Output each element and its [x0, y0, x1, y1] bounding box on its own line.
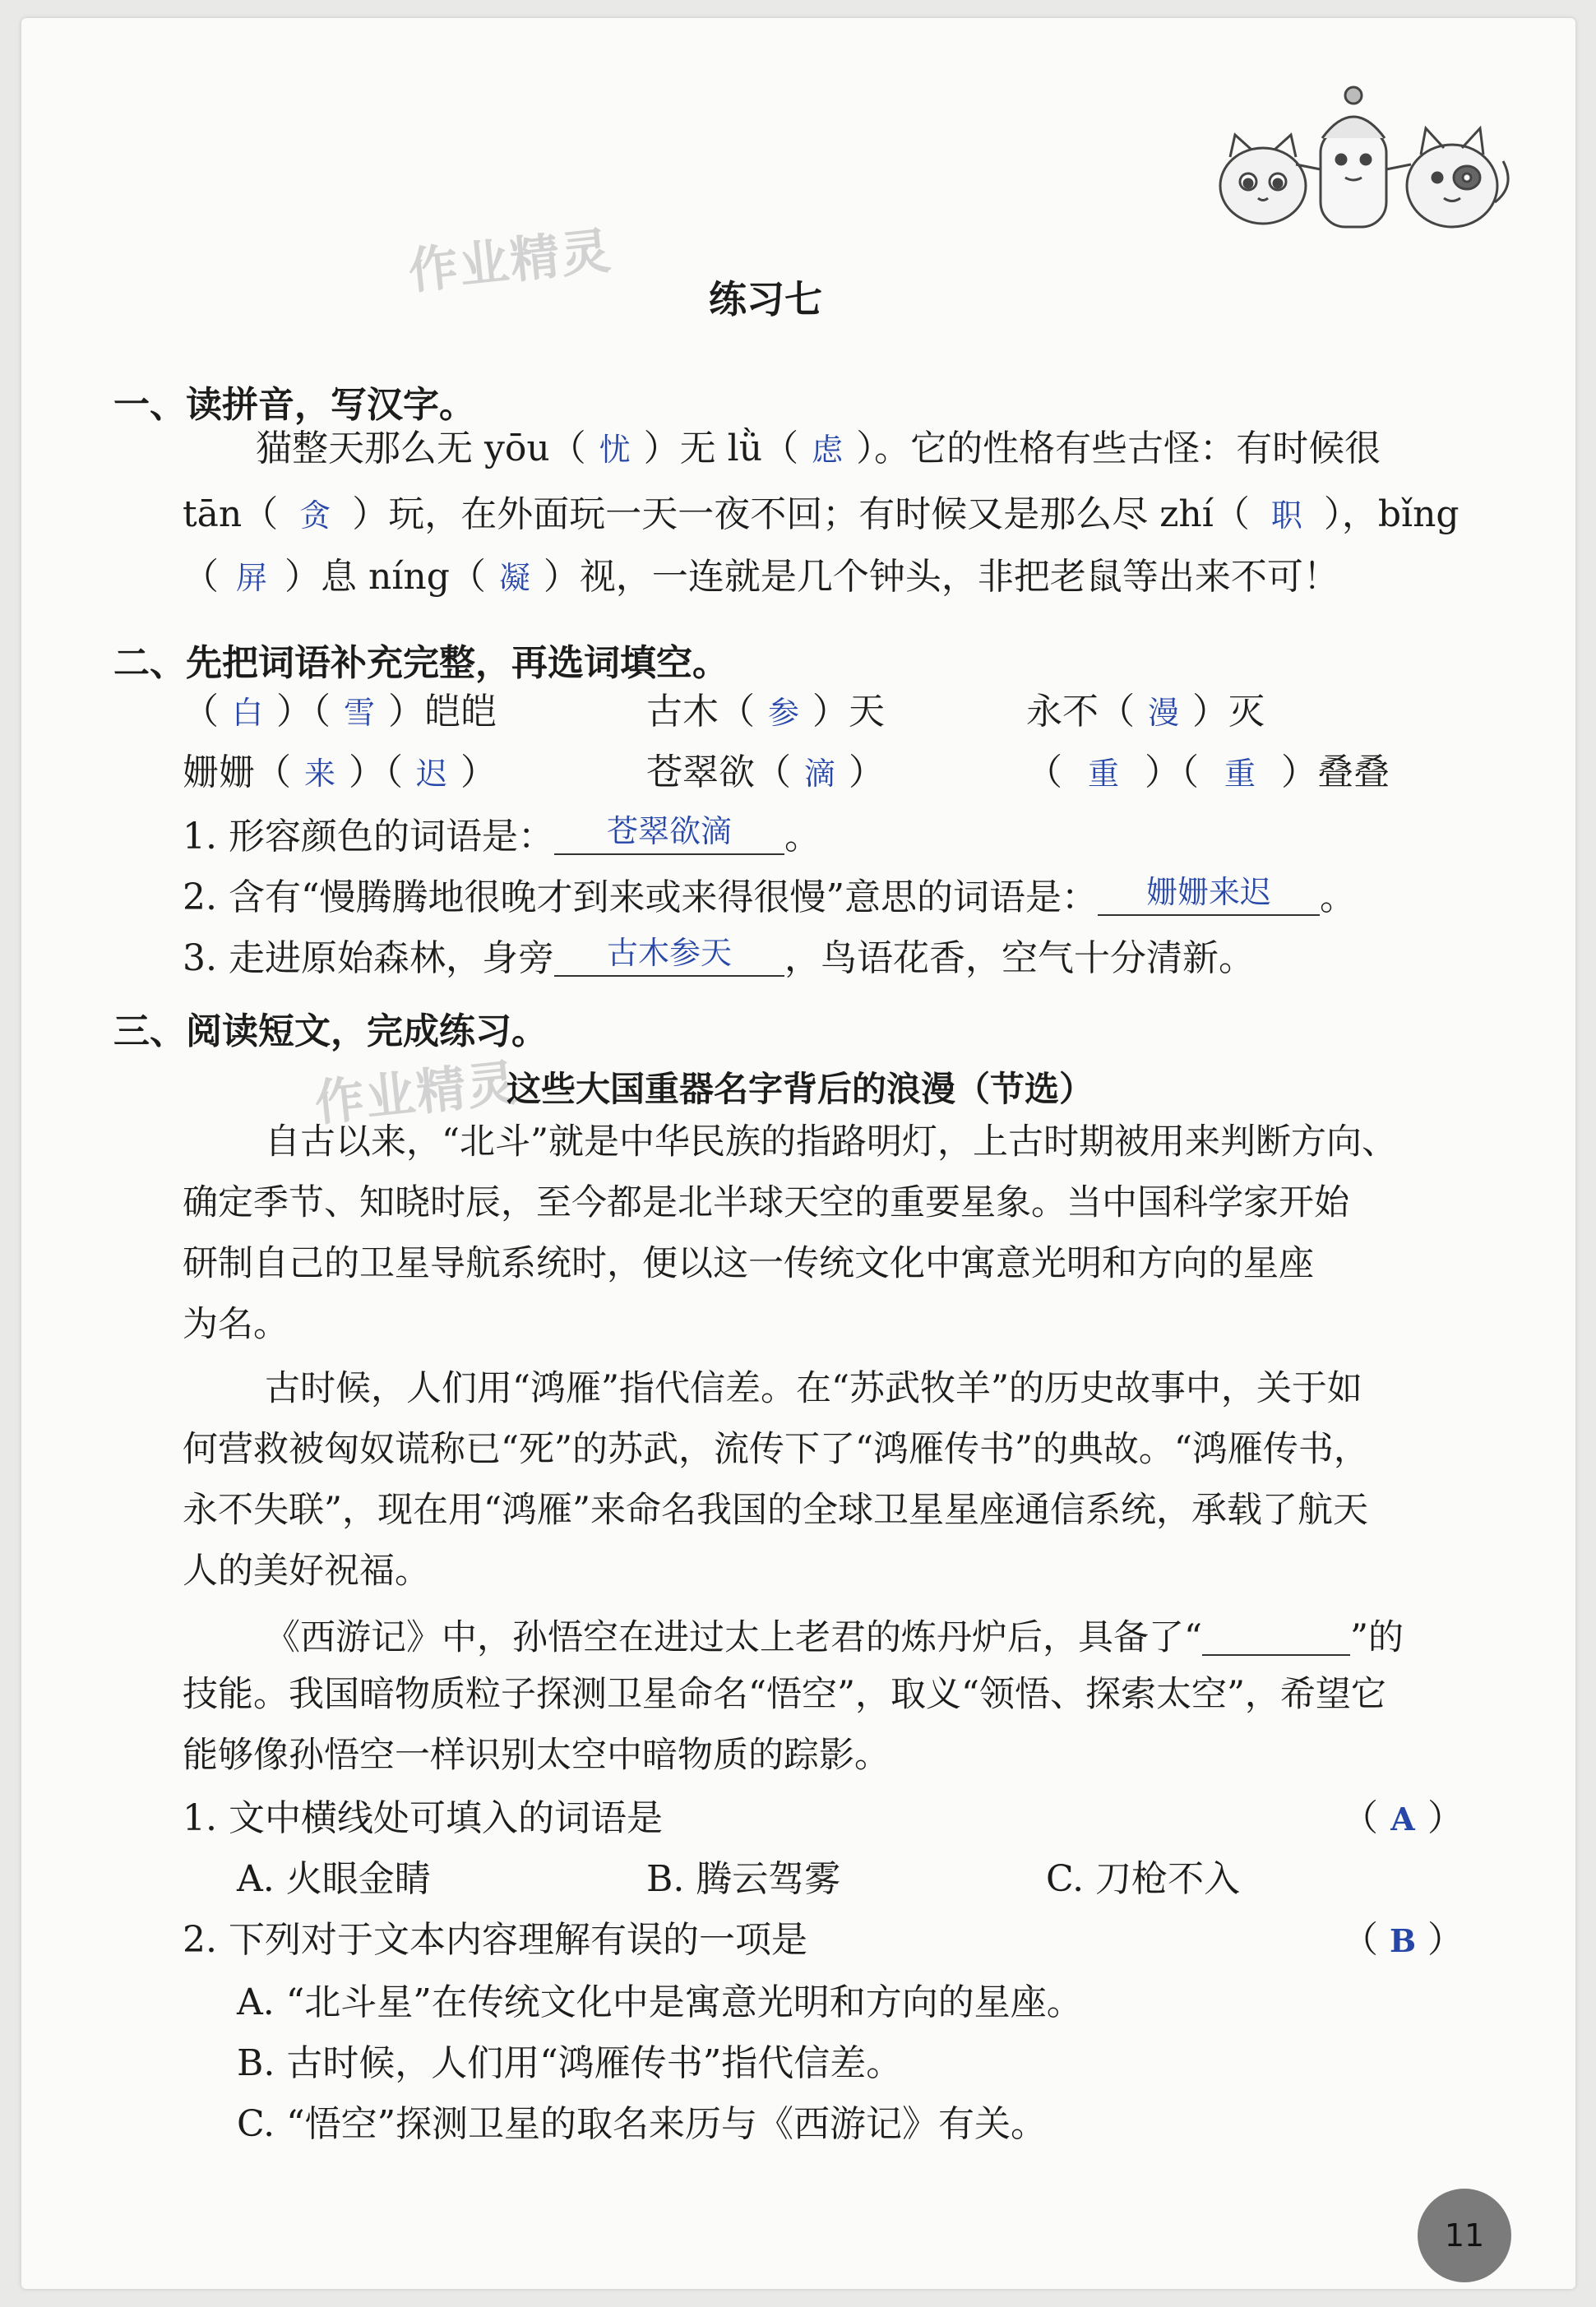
para-3-line-1: [265, 1616, 1404, 1656]
answer-chong-2: 重: [1224, 756, 1256, 792]
para-2-line-2: 何营救被匈奴谎称已“死”的苏武，流传下了“鸿雁传书”的典故。“鸿雁传书，: [183, 1429, 1369, 1470]
idiom-gu-mu-text: 古木（: [646, 691, 755, 733]
s3-question-1: 1. 文中横线处可填入的词语是: [183, 1797, 663, 1839]
para-3-line-2: 技能。我国暗物质粒子探测卫星命名“悟空”，取义“领悟、探索太空”，希望它: [183, 1674, 1386, 1715]
answer-zhi: 职: [1270, 497, 1302, 534]
idiom-yong-bu: [1026, 691, 1265, 733]
idiom-gu-mu: [646, 691, 885, 733]
s1-l1-text-a: 猫整天那么无 yōu（: [256, 428, 586, 469]
s3-q1-option-c: C. 刀枪不入: [1046, 1858, 1241, 1900]
answer-chong-1: 重: [1087, 756, 1119, 792]
watermark-middle: 作业精灵: [312, 1054, 521, 1133]
answer-bai: 白: [231, 695, 263, 731]
para-2-line-3: 永不失联”，现在用“鸿雁”来命名我国的全球卫星星座通信系统，承载了航天: [183, 1490, 1368, 1531]
s1-l3-text-a: （: [183, 556, 219, 598]
section-3-heading: 三、阅读短文，完成练习。: [113, 1010, 548, 1052]
answer-can: 参: [767, 695, 799, 731]
para-2-line-4: 人的美好祝福。: [183, 1551, 430, 1592]
s3-q1-bracket-left: （: [1342, 1797, 1378, 1839]
s1-l3-text-c: ）视，一连就是几个钟头，非把老鼠等出来不可！: [543, 556, 1339, 598]
s3-q2-option-a: A. “北斗星”在传统文化中是寓意光明和方向的星座。: [237, 1981, 1083, 2023]
s1-line-3: [183, 556, 1339, 598]
watermark-top: 作业精灵: [405, 222, 615, 301]
para-1-line-2: 确定季节、知晓时辰，至今都是北半球天空的重要星象。当中国科学家开始: [183, 1182, 1349, 1223]
section-1-heading: 一、读拼音，写汉字。: [113, 384, 475, 426]
idiom-bai-xue: [183, 691, 497, 733]
s2-question-2: [183, 876, 1356, 916]
idiom-chong-chong-text: ）叠叠: [1281, 751, 1390, 793]
answer-bing: 屏: [235, 560, 267, 596]
s3-q1-option-a: A. 火眼金睛: [237, 1858, 431, 1900]
answer-chi: 迟: [415, 756, 447, 792]
idiom-gu-mu-text: ）天: [812, 691, 885, 733]
s1-line-2: [183, 493, 1460, 535]
idiom-cang-cui-text: 苍翠欲（: [646, 751, 791, 793]
answer-man: 漫: [1147, 695, 1179, 731]
s2-q1-text: 。: [784, 816, 821, 858]
s2-q2-answer: 姗姗来迟: [1098, 876, 1320, 916]
s3-q2-option-c: C. “悟空”探测卫星的取名来历与《西游记》有关。: [237, 2103, 1048, 2145]
idiom-chong-chong: [1026, 751, 1390, 793]
s2-q2-text: 。: [1319, 876, 1356, 918]
answer-lai: 来: [303, 756, 335, 792]
idiom-shan-shan-text: ）: [460, 751, 497, 793]
para-1-line-4: 为名。: [183, 1304, 289, 1345]
s3-q2-bracket-right: ）: [1427, 1919, 1464, 1961]
idiom-yong-bu-text: 永不（: [1026, 691, 1135, 733]
workbook-page: [21, 18, 1575, 2289]
s3-q1-bracket-right: ）: [1427, 1797, 1464, 1839]
s3-q1-answer: A: [1390, 1801, 1415, 1838]
answer-tan: 贪: [299, 497, 331, 534]
page-title: 练习七: [709, 277, 822, 321]
answer-you: 忧: [599, 432, 631, 468]
s2-q3-text: 3. 走进原始森林，身旁: [183, 937, 554, 979]
para-3-blank: [1202, 1616, 1350, 1656]
s1-line-1: [256, 428, 1381, 469]
section-2-heading: 二、先把词语补充完整，再选词填空。: [113, 642, 729, 684]
s3-q1-answer-slot: [1342, 1797, 1464, 1839]
para-1-line-3: 研制自己的卫星导航系统时，便以这一传统文化中寓意光明和方向的星座: [183, 1243, 1314, 1284]
s2-q1-text: 1. 形容颜色的词语是：: [183, 816, 554, 858]
idiom-cang-cui: [646, 751, 885, 793]
s2-q3-answer: 古木参天: [554, 937, 784, 977]
answer-di: 滴: [803, 756, 835, 792]
answer-lv: 虑: [812, 432, 844, 468]
idiom-shan-shan-text: ）（: [349, 751, 403, 793]
idiom-chong-chong-text: ）（: [1145, 751, 1199, 793]
s3-question-2: 2. 下列对于文本内容理解有误的一项是: [183, 1919, 807, 1961]
s1-l2-text-c: ），bǐng: [1323, 493, 1460, 535]
s3-q2-bracket-left: （: [1342, 1919, 1378, 1961]
para-1-line-1: 自古以来，“北斗”就是中华民族的指路明灯，上古时期被用来判断方向、: [265, 1121, 1397, 1163]
answer-ning: 凝: [498, 560, 530, 596]
s2-question-1: [183, 813, 821, 858]
idiom-bai-xue-text: ）皑皑: [388, 691, 497, 733]
idiom-bai-xue-text: ）（: [276, 691, 331, 733]
idiom-yong-bu-text: ）灭: [1192, 691, 1265, 733]
para-3-text-b: ”的: [1349, 1617, 1404, 1658]
para-2-line-1: 古时候，人们用“鸿雁”指代信差。在“苏武牧羊”的历史故事中，关于如: [265, 1368, 1362, 1409]
s2-q2-text: 2. 含有“慢腾腾地很晚才到来或来得很慢”意思的词语是：: [183, 876, 1098, 918]
s2-question-3: [183, 937, 1255, 977]
s3-q2-option-b: B. 古时候，人们用“鸿雁传书”指代信差。: [237, 2042, 903, 2084]
article-title: 这些大国重器名字背后的浪漫（节选）: [507, 1069, 1094, 1109]
answer-xue: 雪: [343, 695, 375, 731]
s1-l2-text-b: ）玩，在外面玩一天一夜不回；有时候又是那么尽 zhí（: [352, 493, 1250, 535]
s1-l1-text-b: ）无 lǜ（: [643, 428, 799, 469]
s3-q1-option-b: B. 腾云驾雾: [646, 1858, 841, 1900]
s2-q3-text: ，鸟语花香，空气十分清新。: [784, 937, 1255, 979]
idiom-cang-cui-text: ）: [849, 751, 885, 793]
idiom-chong-chong-text: （: [1026, 751, 1062, 793]
cartoon-cats-illustration: [1205, 62, 1518, 235]
s1-l3-text-b: ）息 níng（: [285, 556, 486, 598]
s1-l2-text-a: tān（: [183, 493, 279, 535]
para-3-line-3: 能够像孙悟空一样识别太空中暗物质的踪影。: [183, 1735, 890, 1776]
page-number-badge: 11: [1418, 2189, 1511, 2282]
idiom-bai-xue-text: （: [183, 691, 219, 733]
s1-l1-text-c: ）。它的性格有些古怪：有时候很: [856, 428, 1381, 469]
s3-q2-answer: B: [1389, 1922, 1417, 1959]
para-3-text-a: 《西游记》中，孙悟空在进过太上老君的炼丹炉后，具备了“: [265, 1617, 1202, 1658]
s3-q2-answer-slot: [1342, 1919, 1464, 1961]
idiom-shan-shan: [183, 751, 497, 793]
s2-q1-answer: 苍翠欲滴: [554, 816, 784, 855]
idiom-shan-shan-text: 姗姗（: [183, 751, 291, 793]
